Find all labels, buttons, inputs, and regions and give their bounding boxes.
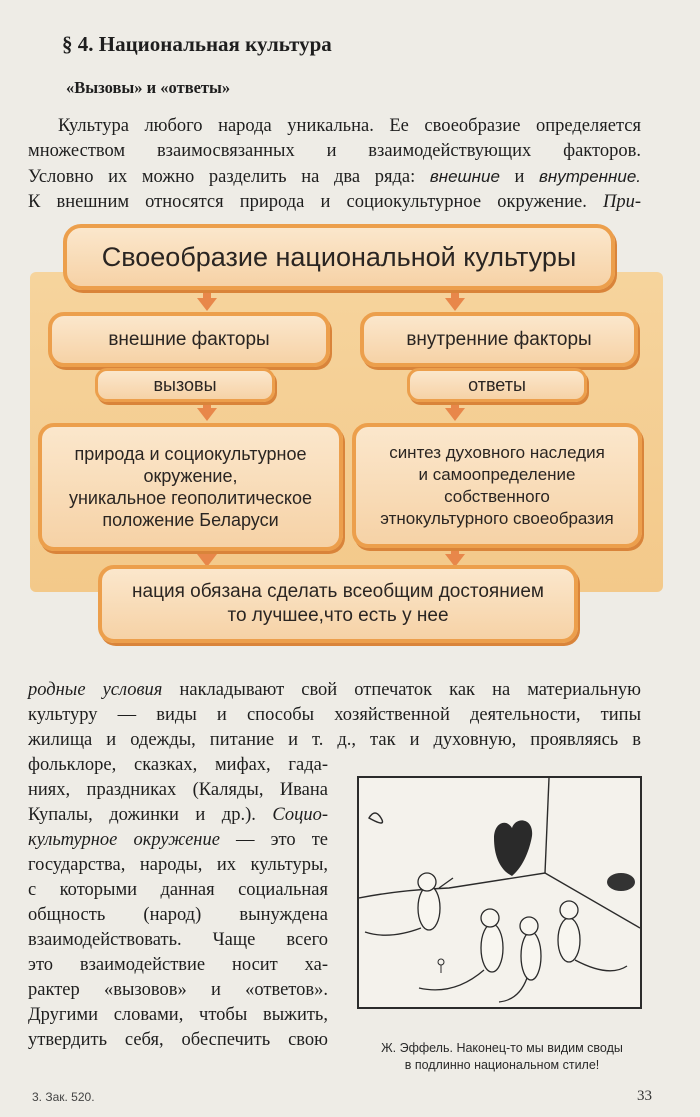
challenges-box: вызовы — [95, 368, 275, 402]
intro-line: множеством взаимосвязанных и взаимодействующих факторов. — [28, 141, 641, 161]
body-line: жилища и одежды, питание и т. д., так и духовную, проявляясь в — [28, 730, 641, 750]
responses-box: ответы — [407, 368, 587, 402]
internal-factors-box: внутренние факторы — [360, 312, 638, 367]
arrow-down-icon — [445, 298, 465, 311]
mouse-icon — [418, 886, 440, 930]
mouse-hole-icon — [494, 820, 532, 876]
intro-line: Условно их можно разделить на два ряда: внешние и внутренние. — [28, 167, 641, 187]
arrow-down-icon — [197, 298, 217, 311]
body-line: взаимодействовать. Чаще всего — [28, 930, 328, 950]
mouse-icon — [521, 932, 541, 980]
cartoon-caption: Ж. Эффель. Наконец-то мы видим своды в подлинно национальном стиле! — [381, 1041, 623, 1072]
body-line: фольклоре, сказках, мифах, гада- — [28, 755, 328, 775]
mouse-icon — [558, 918, 580, 962]
section-title: § 4. Национальная культура — [62, 32, 332, 56]
body-line: утвердить себя, обеспечить свою — [28, 1030, 328, 1050]
arrow-down-icon — [445, 408, 465, 421]
body-line: родные условия накладывают свой отпечаток как на материальную — [28, 680, 641, 700]
section-subtitle: «Вызовы» и «ответы» — [66, 78, 231, 97]
external-detail-box: природа и социокультурное окружение, уникальное геополитическое положение Беларуси — [38, 423, 343, 551]
body-column — [28, 753, 328, 1053]
body-line: ниях, праздниках (Каляды, Ивана — [28, 780, 328, 800]
body-line: культуру — виды и способы хозяйственной деятельности, типы — [28, 705, 641, 725]
mouse-icon — [481, 924, 503, 972]
print-info: 3. Зак. 520. — [32, 1090, 95, 1104]
result-box: нация обязана сделать всеобщим достоянием то лучшее,что есть у нее — [98, 565, 578, 643]
intro-paragraph — [28, 114, 641, 215]
body-line: государства, народы, их культуры, — [28, 855, 328, 875]
page-number: 33 — [637, 1088, 652, 1104]
body-line: культурное окружение — это те — [28, 830, 329, 850]
intro-line: К внешним относятся природа и социокультурное окружение. При- — [28, 192, 641, 212]
body-line: с которыми данная социальная — [28, 880, 328, 900]
arrow-down-icon — [197, 408, 217, 421]
external-factors-box: внешние факторы — [48, 312, 330, 367]
diagram-title-box: Своеобразие национальной культуры — [63, 224, 615, 290]
mice-drawing — [359, 778, 640, 1007]
intro-line: Культура любого народа уникальна. Ее своеобразие определяется — [58, 116, 641, 136]
body-line: рактер «вызовов» и «ответов». — [28, 980, 328, 1000]
internal-detail-box: синтез духовного наследия и самоопределение собственного этнокультурного своеобразия — [352, 423, 642, 548]
body-line: общность (народ) вынуждена — [28, 905, 328, 925]
cartoon-illustration — [357, 776, 642, 1009]
body-paragraph — [28, 678, 641, 753]
body-line: Купалы, дожинки и др.). Социо- — [28, 805, 328, 825]
body-line: это взаимодействие носит ха- — [28, 955, 328, 975]
body-line: Другими словами, чтобы выжить, — [28, 1005, 328, 1025]
